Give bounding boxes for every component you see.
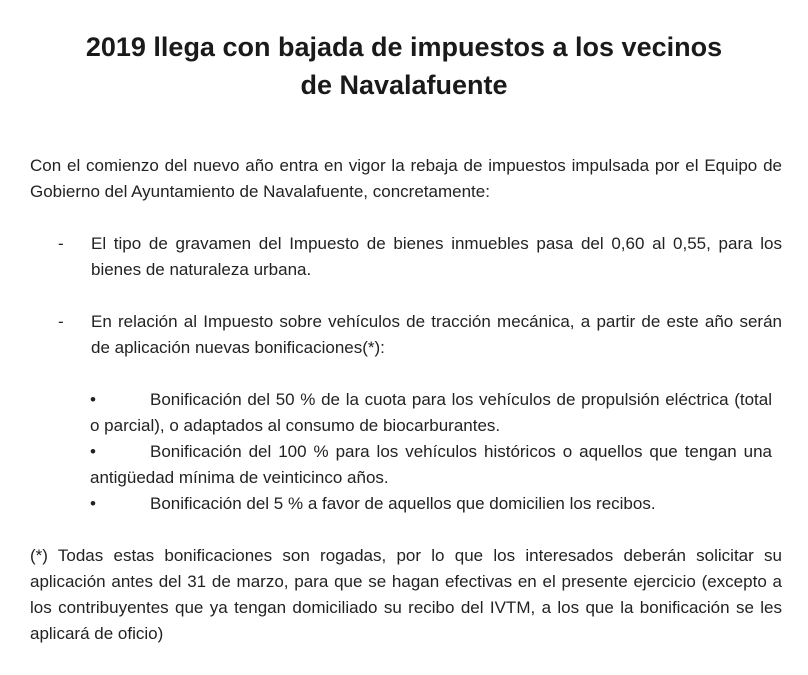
bonus-bullet-list xyxy=(90,387,772,517)
bullet-text: Bonificación del 50 % de la cuota para los vehículos de propulsión eléctrica (total o parcial), o adaptados al consumo de biocarburantes. xyxy=(90,390,772,435)
dash-item-text: El tipo de gravamen del Impuesto de bienes inmuebles pasa del 0,60 al 0,55, para los bienes de naturaleza urbana. xyxy=(91,234,782,279)
title-line-1: 2019 llega con bajada de impuestos a los vecinos xyxy=(85,32,723,62)
bullet-item xyxy=(90,387,772,439)
bullet-marker: • xyxy=(90,442,96,461)
dash-item-text: En relación al Impuesto sobre vehículos de tracción mecánica, a partir de este año serán de aplicación nuevas bonificaciones(*): xyxy=(91,312,782,357)
bullet-text: Bonificación del 5 % a favor de aquellos que domicilien los recibos. xyxy=(150,494,656,513)
dash-marker: - xyxy=(58,234,64,253)
bullet-marker: • xyxy=(90,390,96,409)
bullet-text: Bonificación del 100 % para los vehículos históricos o aquellos que tengan una antigüedad mínima de veinticinco años. xyxy=(90,442,772,487)
dash-list-item xyxy=(58,309,782,361)
dash-marker: - xyxy=(58,312,64,331)
bullet-item xyxy=(90,439,772,491)
title-line-2: de Navalafuente xyxy=(300,70,508,100)
footnote-paragraph: (*) Todas estas bonificaciones son rogadas, por lo que los interesados deberán solicitar su aplicación antes del 31 de marzo, para que se hagan efectivas en el presente ejercicio (excepto a los contribuyentes que ya tengan domiciliado su recibo del IVTM, a los que la bonificación se les aplicará de oficio) xyxy=(30,546,782,643)
bullet-item xyxy=(90,491,772,517)
intro-paragraph: Con el comienzo del nuevo año entra en vigor la rebaja de impuestos impulsada por el Equipo de Gobierno del Ayuntamiento de Navalafuente, concretamente: xyxy=(30,156,782,201)
bullet-marker: • xyxy=(90,494,96,513)
page-title xyxy=(0,28,808,104)
dash-list-item xyxy=(58,231,782,283)
